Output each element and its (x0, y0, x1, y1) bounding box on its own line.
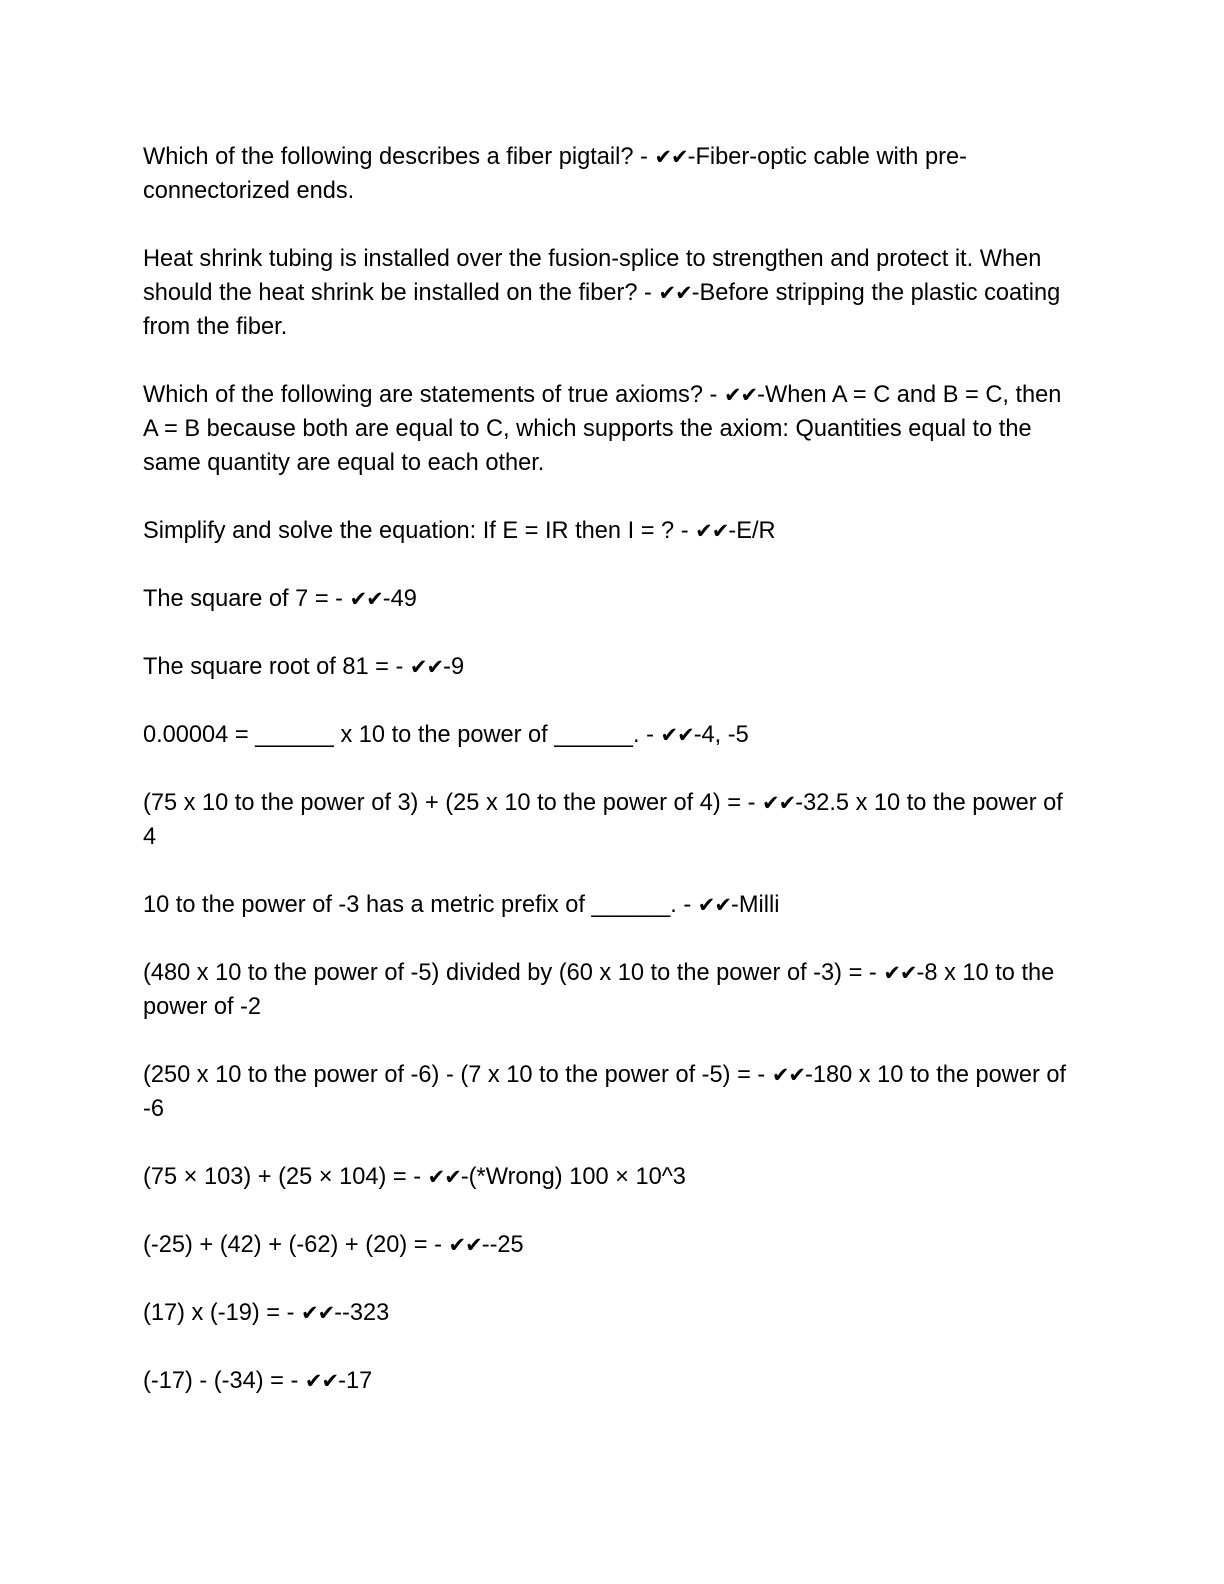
question-text: (17) x (-19) = - (143, 1300, 301, 1326)
answer-text: --25 (481, 1232, 524, 1258)
checkmark-icon: ✔✔ (409, 655, 444, 679)
qa-item (143, 786, 1073, 854)
checkmark-icon: ✔✔ (448, 1233, 482, 1257)
question-text: (480 x 10 to the power of -5) divided by (60 x 10 to the power of -3) = - (143, 960, 884, 986)
answer-text: -4, -5 (693, 722, 749, 748)
qa-item (143, 956, 1073, 1024)
answer-text: -49 (382, 586, 417, 612)
answer-text: -Fiber-optic cable with pre-connectorized ends. (143, 144, 967, 204)
question-text: (250 x 10 to the power of -6) - (7 x 10 to the power of -5) = - (143, 1062, 772, 1088)
qa-item (143, 1058, 1073, 1126)
qa-item (143, 1160, 1073, 1194)
checkmark-icon: ✔✔ (427, 1165, 461, 1189)
qa-item (143, 1364, 1073, 1398)
question-text: Simplify and solve the equation: If E = IR then I = ? - (143, 518, 696, 544)
answer-text: --323 (334, 1300, 390, 1326)
qa-item (143, 718, 1073, 752)
question-text: (75 x 10 to the power of 3) + (25 x 10 to the power of 4) = - (143, 790, 763, 816)
qa-item (143, 378, 1073, 480)
qa-item (143, 1228, 1073, 1262)
answer-text: -Before stripping the plastic coating from the fiber. (143, 280, 1061, 340)
checkmark-icon: ✔✔ (349, 587, 383, 611)
checkmark-icon: ✔✔ (723, 383, 758, 407)
checkmark-icon: ✔✔ (883, 961, 917, 985)
qa-item (143, 1296, 1073, 1330)
answer-text: -When A = C and B = C, then A = B because both are equal to C, which supports the axiom: Quantities equal to the same quantity are equal to each other. (143, 382, 1062, 476)
answer-text: -Milli (730, 892, 780, 918)
question-text: (75 × 103) + (25 × 104) = - (143, 1164, 428, 1190)
answer-text: -180 x 10 to the power of -6 (143, 1062, 1067, 1122)
checkmark-icon: ✔✔ (300, 1301, 335, 1325)
question-text: Heat shrink tubing is installed over the fusion-splice to strengthen and protect it. When should the heat shrink be installed on the fiber? - (143, 246, 1042, 306)
question-text: (-17) - (-34) = - (143, 1368, 305, 1394)
checkmark-icon: ✔✔ (654, 145, 688, 169)
question-text: 0.00004 = ______ x 10 to the power of ______. - (143, 722, 661, 748)
qa-item (143, 514, 1073, 548)
qa-item (143, 650, 1073, 684)
question-text: Which of the following are statements of true axioms? - (143, 382, 724, 408)
question-text: 10 to the power of -3 has a metric prefix of ______. - (143, 892, 698, 918)
question-text: (-25) + (42) + (-62) + (20) = - (143, 1232, 449, 1258)
checkmark-icon: ✔✔ (658, 281, 692, 305)
answer-text: -32.5 x 10 to the power of 4 (143, 790, 1063, 850)
answer-text: -17 (338, 1368, 373, 1394)
question-text: Which of the following describes a fiber pigtail? - (143, 144, 655, 170)
checkmark-icon: ✔✔ (304, 1369, 339, 1393)
qa-item (143, 888, 1073, 922)
answer-text: -9 (443, 654, 465, 680)
checkmark-icon: ✔✔ (771, 1063, 806, 1087)
qa-item (143, 242, 1073, 344)
qa-item (143, 140, 1073, 208)
checkmark-icon: ✔✔ (762, 791, 796, 815)
answer-text: -(*Wrong) 100 × 10^3 (460, 1164, 686, 1190)
document-content (143, 140, 1073, 1432)
question-text: The square root of 81 = - (143, 654, 410, 680)
answer-text: -E/R (728, 518, 776, 544)
qa-item (143, 582, 1073, 616)
question-text: The square of 7 = - (143, 586, 350, 612)
checkmark-icon: ✔✔ (660, 723, 694, 747)
answer-text: -8 x 10 to the power of -2 (143, 960, 1055, 1020)
checkmark-icon: ✔✔ (697, 893, 731, 917)
checkmark-icon: ✔✔ (695, 519, 729, 543)
